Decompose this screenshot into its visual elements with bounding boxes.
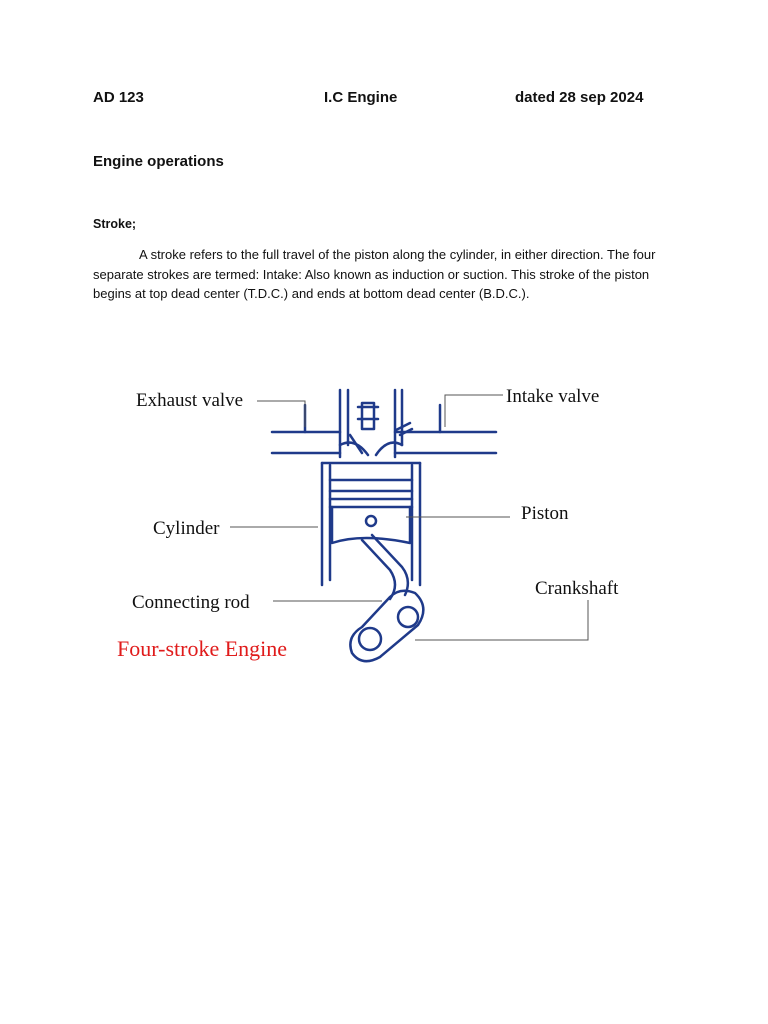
crankshaft-label: Crankshaft <box>535 578 619 599</box>
four-stroke-engine-diagram <box>100 375 660 675</box>
course-code: AD 123 <box>93 89 144 106</box>
piston-label: Piston <box>521 503 569 524</box>
connecting-rod-label: Connecting rod <box>132 592 250 613</box>
piston <box>330 480 412 543</box>
stroke-heading: Stroke; <box>93 217 137 231</box>
connecting-rod <box>362 535 408 599</box>
document-date: dated 28 sep 2024 <box>515 89 644 106</box>
cylinder-walls <box>322 463 420 585</box>
diagram-title: Four-stroke Engine <box>117 636 288 661</box>
cylinder-label: Cylinder <box>153 518 220 539</box>
subject-title: I.C Engine <box>324 89 398 106</box>
engine-drawing <box>272 390 496 661</box>
stroke-paragraph: A stroke refers to the full travel of the piston along the cylinder, in either direction. The four separate strokes are termed: Intake: Also known as induction or suction. This stroke of the piston begins at top dead center (T.D.C.) and ends at bottom dead center (B.D.C.). <box>93 247 656 301</box>
cylinder-head <box>340 390 412 457</box>
section-title: Engine operations <box>93 153 224 170</box>
intake-valve-label: Intake valve <box>506 386 600 407</box>
exhaust-valve-label: Exhaust valve <box>136 390 244 411</box>
